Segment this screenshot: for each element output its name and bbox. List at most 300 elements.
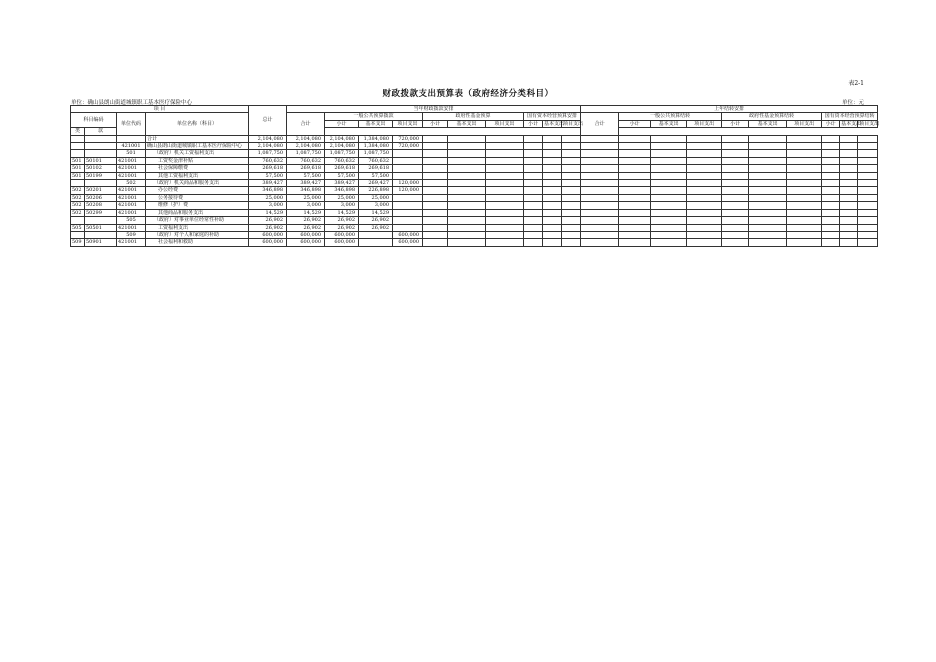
empty-cell bbox=[486, 231, 524, 238]
empty-cell bbox=[562, 194, 581, 201]
header-sub: 小计 bbox=[619, 120, 651, 127]
empty-cell bbox=[787, 202, 822, 209]
current-sum-cell: 269,618 bbox=[287, 165, 325, 172]
class-cell bbox=[71, 143, 85, 150]
empty-cell bbox=[423, 165, 448, 172]
empty-cell bbox=[687, 202, 722, 209]
empty-cell bbox=[562, 217, 581, 224]
empty-cell bbox=[619, 165, 651, 172]
empty-cell bbox=[562, 135, 581, 142]
empty-cell bbox=[840, 150, 858, 157]
class-cell: 505 bbox=[71, 224, 85, 231]
empty-cell bbox=[423, 224, 448, 231]
empty-cell bbox=[581, 172, 619, 179]
empty-cell bbox=[543, 217, 562, 224]
table-row bbox=[71, 202, 878, 209]
empty-cell bbox=[858, 217, 878, 224]
header-project: 项 目 bbox=[71, 106, 249, 113]
empty-cell bbox=[787, 157, 822, 164]
current-sum-cell: 26,902 bbox=[287, 224, 325, 231]
item-cell: 50901 bbox=[85, 239, 117, 246]
empty-cell bbox=[822, 217, 840, 224]
empty-cell bbox=[749, 135, 787, 142]
empty-cell bbox=[619, 157, 651, 164]
empty-cell bbox=[858, 202, 878, 209]
empty-cell bbox=[840, 143, 858, 150]
empty-cell bbox=[722, 150, 749, 157]
item-cell: 50299 bbox=[85, 209, 117, 216]
empty-cell bbox=[581, 135, 619, 142]
general-project-cell bbox=[393, 209, 423, 216]
empty-cell bbox=[858, 180, 878, 187]
empty-cell bbox=[858, 194, 878, 201]
empty-cell bbox=[562, 187, 581, 194]
empty-cell bbox=[486, 135, 524, 142]
empty-cell bbox=[822, 187, 840, 194]
total-cell: 600,000 bbox=[249, 231, 287, 238]
general-project-cell: 600,000 bbox=[393, 231, 423, 238]
empty-cell bbox=[722, 165, 749, 172]
current-sum-cell: 2,104,080 bbox=[287, 143, 325, 150]
empty-cell bbox=[562, 231, 581, 238]
empty-cell bbox=[581, 165, 619, 172]
empty-cell bbox=[448, 157, 486, 164]
empty-cell bbox=[722, 180, 749, 187]
general-basic-cell: 26,902 bbox=[359, 217, 393, 224]
empty-cell bbox=[619, 143, 651, 150]
general-sub-cell: 269,618 bbox=[325, 165, 359, 172]
empty-cell bbox=[787, 135, 822, 142]
form-number: 表2-1 bbox=[848, 80, 864, 87]
class-cell bbox=[71, 231, 85, 238]
empty-cell bbox=[822, 172, 840, 179]
empty-cell bbox=[840, 194, 858, 201]
header-last-general: 一般公共预算结转 bbox=[619, 113, 722, 120]
unit-name-cell: 办公经费 bbox=[146, 187, 249, 194]
empty-cell bbox=[651, 202, 687, 209]
empty-cell bbox=[448, 217, 486, 224]
empty-cell bbox=[749, 209, 787, 216]
empty-cell bbox=[524, 172, 543, 179]
empty-cell bbox=[840, 157, 858, 164]
empty-cell bbox=[722, 224, 749, 231]
empty-cell bbox=[822, 143, 840, 150]
general-project-cell bbox=[393, 172, 423, 179]
general-basic-cell: 26,902 bbox=[359, 224, 393, 231]
header-sub: 小计 bbox=[325, 120, 359, 127]
empty-cell bbox=[787, 143, 822, 150]
header-row-1 bbox=[71, 106, 878, 113]
empty-cell bbox=[787, 194, 822, 201]
empty-cell bbox=[423, 231, 448, 238]
general-project-cell bbox=[393, 224, 423, 231]
unit-code-cell: 421001 bbox=[117, 172, 146, 179]
empty-cell bbox=[619, 135, 651, 142]
header-current-sum: 合计 bbox=[287, 113, 325, 135]
class-cell: 501 bbox=[71, 172, 85, 179]
empty-cell bbox=[858, 157, 878, 164]
empty-cell bbox=[822, 135, 840, 142]
empty-cell bbox=[858, 143, 878, 150]
general-basic-cell: 1,384,080 bbox=[359, 135, 393, 142]
header-basic: 基本支出 bbox=[841, 120, 862, 127]
header-item: 款 bbox=[85, 128, 117, 135]
table-row bbox=[71, 180, 878, 187]
empty-cell bbox=[822, 157, 840, 164]
empty-cell bbox=[651, 135, 687, 142]
total-cell: 760,632 bbox=[249, 157, 287, 164]
empty-cell bbox=[448, 135, 486, 142]
empty-cell bbox=[651, 217, 687, 224]
empty-cell bbox=[581, 231, 619, 238]
empty-cell bbox=[687, 224, 722, 231]
header-project-exp: 项目支出 bbox=[787, 120, 822, 127]
empty-cell bbox=[687, 180, 722, 187]
unit-code-cell: 421001 bbox=[117, 187, 146, 194]
empty-cell bbox=[581, 224, 619, 231]
empty-cell bbox=[651, 209, 687, 216]
table-row bbox=[71, 165, 878, 172]
current-sum-cell: 1,087,750 bbox=[287, 150, 325, 157]
empty-cell bbox=[524, 239, 543, 246]
item-cell bbox=[85, 143, 117, 150]
empty-cell bbox=[423, 202, 448, 209]
empty-cell bbox=[822, 165, 840, 172]
item-cell bbox=[85, 180, 117, 187]
empty-cell bbox=[524, 194, 543, 201]
current-sum-cell: 26,902 bbox=[287, 217, 325, 224]
header-sub: 小计 bbox=[822, 120, 840, 127]
general-project-cell bbox=[393, 202, 423, 209]
empty-cell bbox=[423, 172, 448, 179]
empty-cell bbox=[787, 224, 822, 231]
header-unit-name: 单位名称（科目） bbox=[146, 113, 249, 135]
empty-cell bbox=[562, 209, 581, 216]
empty-cell bbox=[840, 224, 858, 231]
empty-cell bbox=[840, 180, 858, 187]
empty-cell bbox=[787, 217, 822, 224]
empty-cell bbox=[619, 150, 651, 157]
empty-cell bbox=[651, 172, 687, 179]
empty-cell bbox=[822, 239, 840, 246]
empty-cell bbox=[722, 135, 749, 142]
unit-code-cell: 421001 bbox=[117, 194, 146, 201]
current-sum-cell: 2,104,080 bbox=[287, 135, 325, 142]
empty-cell bbox=[486, 172, 524, 179]
empty-cell bbox=[562, 224, 581, 231]
header-last-sum: 合计 bbox=[581, 113, 619, 135]
current-sum-cell: 600,000 bbox=[287, 231, 325, 238]
class-cell: 501 bbox=[71, 157, 85, 164]
class-cell bbox=[71, 135, 85, 142]
class-cell bbox=[71, 150, 85, 157]
empty-cell bbox=[787, 165, 822, 172]
empty-cell bbox=[749, 202, 787, 209]
budget-table bbox=[70, 105, 878, 247]
general-basic-cell bbox=[359, 239, 393, 246]
empty-cell bbox=[687, 194, 722, 201]
current-sum-cell: 3,000 bbox=[287, 202, 325, 209]
empty-cell bbox=[749, 231, 787, 238]
total-cell: 389,427 bbox=[249, 180, 287, 187]
empty-cell bbox=[486, 165, 524, 172]
header-subject-code: 科目编码 bbox=[71, 113, 117, 128]
class-cell: 502 bbox=[71, 202, 85, 209]
empty-cell bbox=[543, 172, 562, 179]
unit-name-cell: 社会保障缴费 bbox=[146, 165, 249, 172]
general-basic-cell: 1,384,080 bbox=[359, 143, 393, 150]
empty-cell bbox=[581, 194, 619, 201]
unit-code-cell: 421001 bbox=[117, 209, 146, 216]
empty-cell bbox=[749, 150, 787, 157]
header-basic: 基本支出 bbox=[749, 120, 787, 127]
empty-cell bbox=[562, 157, 581, 164]
empty-cell bbox=[687, 239, 722, 246]
header-basic: 基本支出 bbox=[448, 120, 486, 127]
unit-code-cell: 509 bbox=[117, 231, 146, 238]
total-cell: 14,529 bbox=[249, 209, 287, 216]
empty-cell bbox=[822, 150, 840, 157]
empty-cell bbox=[562, 150, 581, 157]
empty-cell bbox=[858, 187, 878, 194]
general-sub-cell: 57,500 bbox=[325, 172, 359, 179]
empty-cell bbox=[749, 239, 787, 246]
empty-cell bbox=[722, 157, 749, 164]
general-basic-cell: 226,898 bbox=[359, 187, 393, 194]
empty-cell bbox=[543, 239, 562, 246]
empty-cell bbox=[448, 239, 486, 246]
table-row bbox=[71, 217, 878, 224]
current-sum-cell: 389,427 bbox=[287, 180, 325, 187]
general-project-cell: 120,000 bbox=[393, 187, 423, 194]
empty-cell bbox=[524, 224, 543, 231]
empty-cell bbox=[749, 143, 787, 150]
current-sum-cell: 600,000 bbox=[287, 239, 325, 246]
general-basic-cell: 3,000 bbox=[359, 202, 393, 209]
empty-cell bbox=[486, 180, 524, 187]
class-cell: 509 bbox=[71, 239, 85, 246]
empty-cell bbox=[423, 157, 448, 164]
header-current-year: 当年财政拨款安排 bbox=[287, 106, 581, 113]
empty-cell bbox=[840, 217, 858, 224]
empty-cell bbox=[486, 217, 524, 224]
table-row bbox=[71, 231, 878, 238]
header-basic: 基本支出 bbox=[651, 120, 687, 127]
empty-cell bbox=[687, 135, 722, 142]
empty-cell bbox=[840, 209, 858, 216]
unit-name-cell: （政府）机关工资福利支出 bbox=[146, 150, 249, 157]
empty-cell bbox=[651, 231, 687, 238]
header-total: 总计 bbox=[249, 106, 287, 136]
empty-cell bbox=[749, 180, 787, 187]
empty-cell bbox=[486, 150, 524, 157]
empty-cell bbox=[562, 165, 581, 172]
empty-cell bbox=[524, 165, 543, 172]
empty-cell bbox=[822, 180, 840, 187]
unit-name-cell: （政府）机关商品和服务支出 bbox=[146, 180, 249, 187]
general-project-cell: 720,000 bbox=[393, 135, 423, 142]
header-project-exp: 项目支出 bbox=[393, 120, 423, 127]
class-cell: 501 bbox=[71, 165, 85, 172]
class-cell: 502 bbox=[71, 209, 85, 216]
empty-cell bbox=[543, 202, 562, 209]
header-basic: 基本支出 bbox=[359, 120, 393, 127]
class-cell: 502 bbox=[71, 187, 85, 194]
empty-cell bbox=[619, 231, 651, 238]
header-unit-code: 单位代码 bbox=[117, 113, 146, 135]
empty-cell bbox=[722, 217, 749, 224]
empty-cell bbox=[581, 180, 619, 187]
empty-cell bbox=[581, 157, 619, 164]
empty-cell bbox=[423, 209, 448, 216]
table-row bbox=[71, 172, 878, 179]
empty-cell bbox=[822, 194, 840, 201]
header-last-year: 上年结转安排 bbox=[581, 106, 878, 113]
item-cell bbox=[85, 150, 117, 157]
empty-cell bbox=[840, 231, 858, 238]
empty-cell bbox=[822, 209, 840, 216]
table-row bbox=[71, 209, 878, 216]
class-cell bbox=[71, 180, 85, 187]
total-cell: 346,898 bbox=[249, 187, 287, 194]
empty-cell bbox=[423, 150, 448, 157]
empty-cell bbox=[486, 143, 524, 150]
empty-cell bbox=[858, 150, 878, 157]
table-body bbox=[71, 135, 878, 246]
total-cell: 600,000 bbox=[249, 239, 287, 246]
page-title: 财政拨款支出预算表（政府经济分类科目） bbox=[382, 89, 554, 99]
total-cell: 269,618 bbox=[249, 165, 287, 172]
header-gov-fund: 政府性基金预算 bbox=[423, 113, 524, 120]
header-project-exp: 项目支出 bbox=[859, 120, 880, 127]
empty-cell bbox=[787, 172, 822, 179]
empty-cell bbox=[524, 180, 543, 187]
empty-cell bbox=[651, 224, 687, 231]
empty-cell bbox=[787, 209, 822, 216]
unit-name-cell: 工资福利支出 bbox=[146, 224, 249, 231]
empty-cell bbox=[858, 239, 878, 246]
unit-name-cell: （政府）对事业单位经常性补助 bbox=[146, 217, 249, 224]
empty-cell bbox=[543, 165, 562, 172]
general-sub-cell: 26,902 bbox=[325, 217, 359, 224]
empty-cell bbox=[722, 143, 749, 150]
empty-cell bbox=[858, 209, 878, 216]
general-project-cell bbox=[393, 157, 423, 164]
empty-cell bbox=[543, 224, 562, 231]
table-row bbox=[71, 187, 878, 194]
empty-cell bbox=[524, 157, 543, 164]
empty-cell bbox=[543, 231, 562, 238]
empty-cell bbox=[687, 209, 722, 216]
total-cell: 2,104,080 bbox=[249, 135, 287, 142]
empty-cell bbox=[749, 172, 787, 179]
table-row bbox=[71, 157, 878, 164]
empty-cell bbox=[619, 172, 651, 179]
table-row bbox=[71, 150, 878, 157]
general-sub-cell: 25,000 bbox=[325, 194, 359, 201]
empty-cell bbox=[448, 172, 486, 179]
empty-cell bbox=[524, 187, 543, 194]
header-class: 类 bbox=[71, 128, 85, 135]
empty-cell bbox=[858, 224, 878, 231]
empty-cell bbox=[822, 202, 840, 209]
empty-cell bbox=[448, 165, 486, 172]
empty-cell bbox=[524, 135, 543, 142]
empty-cell bbox=[619, 209, 651, 216]
empty-cell bbox=[581, 209, 619, 216]
item-cell bbox=[85, 231, 117, 238]
total-cell: 3,000 bbox=[249, 202, 287, 209]
general-sub-cell: 14,529 bbox=[325, 209, 359, 216]
item-cell bbox=[85, 135, 117, 142]
general-sub-cell: 2,104,080 bbox=[325, 135, 359, 142]
header-row-2 bbox=[71, 113, 878, 120]
empty-cell bbox=[749, 224, 787, 231]
empty-cell bbox=[448, 224, 486, 231]
unit-code-cell: 502 bbox=[117, 180, 146, 187]
current-sum-cell: 760,632 bbox=[287, 157, 325, 164]
empty-cell bbox=[651, 150, 687, 157]
unit-code-cell: 421001 bbox=[117, 202, 146, 209]
table-row bbox=[71, 239, 878, 246]
class-cell: 502 bbox=[71, 194, 85, 201]
empty-cell bbox=[448, 143, 486, 150]
general-basic-cell: 14,529 bbox=[359, 209, 393, 216]
empty-cell bbox=[486, 157, 524, 164]
empty-cell bbox=[524, 143, 543, 150]
unit-currency-label: 单位：元 bbox=[841, 100, 864, 106]
empty-cell bbox=[423, 239, 448, 246]
unit-name-cell: 公务接待费 bbox=[146, 194, 249, 201]
empty-cell bbox=[448, 150, 486, 157]
empty-cell bbox=[448, 187, 486, 194]
total-cell: 26,902 bbox=[249, 224, 287, 231]
unit-name-cell: 其他商品和服务支出 bbox=[146, 209, 249, 216]
empty-cell bbox=[787, 150, 822, 157]
general-project-cell bbox=[393, 165, 423, 172]
empty-cell bbox=[722, 194, 749, 201]
unit-code-cell: 505 bbox=[117, 217, 146, 224]
unit-name-cell: 合计 bbox=[146, 135, 249, 142]
empty-cell bbox=[619, 239, 651, 246]
unit-name-cell: （政府）对个人和家庭的补助 bbox=[146, 231, 249, 238]
general-basic-cell: 1,087,750 bbox=[359, 150, 393, 157]
unit-name-cell: 其他工资福利支出 bbox=[146, 172, 249, 179]
empty-cell bbox=[486, 194, 524, 201]
general-project-cell bbox=[393, 194, 423, 201]
empty-cell bbox=[651, 157, 687, 164]
empty-cell bbox=[562, 239, 581, 246]
empty-cell bbox=[840, 172, 858, 179]
general-sub-cell: 600,000 bbox=[325, 231, 359, 238]
table-row bbox=[71, 224, 878, 231]
empty-cell bbox=[423, 143, 448, 150]
empty-cell bbox=[448, 180, 486, 187]
empty-cell bbox=[562, 172, 581, 179]
empty-cell bbox=[562, 202, 581, 209]
empty-cell bbox=[423, 187, 448, 194]
empty-cell bbox=[524, 217, 543, 224]
empty-cell bbox=[651, 187, 687, 194]
general-project-cell: 720,000 bbox=[393, 143, 423, 150]
empty-cell bbox=[787, 180, 822, 187]
item-cell: 50101 bbox=[85, 157, 117, 164]
empty-cell bbox=[687, 187, 722, 194]
empty-cell bbox=[787, 231, 822, 238]
empty-cell bbox=[722, 202, 749, 209]
empty-cell bbox=[787, 239, 822, 246]
general-project-cell bbox=[393, 217, 423, 224]
